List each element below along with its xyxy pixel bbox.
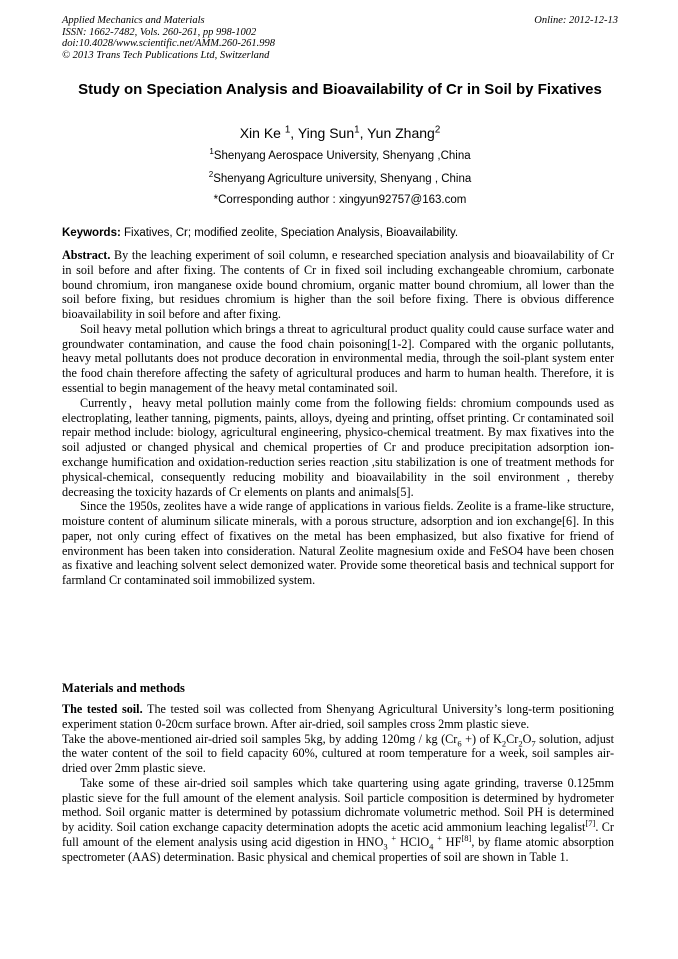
methods-paragraph-3: Take some of these air-dried soil samples which take quartering using agate grinding, traverse 0.125mm plastic sieve for the full amount of the element analysis. Soil particle composition is determined by hydrometer method. Soil organic matter is determined by potassium dichromate volumetric method. Soil PH is determined by acidity. Soil cation exchange capacity determination adopts the acetic acid ammonium leaching legalist[7]. Cr full amount of the element analysis using acid digestion in $HNO_3$ + HClO$_4$ + HF[8], by flame atomic absorption spectrometer (AAS) determination. Basic physical and chemical properties of soil are shown in Table 1.	[62, 775, 615, 864]
citation-7[interactable]: [7]	[585, 818, 596, 829]
doi-line[interactable]: doi:10.4028/www.scientific.net/AMM.260-261.998	[62, 38, 275, 50]
methods-paragraph-2: Take the above-mentioned air-dried soil samples 5kg, by adding 120mg / kg ($Cr_6$ +) of $K_2Cr_2O_7$ solution, adjust the water content of the soil to field capacity 60%, cultured at room temperature for a week, soil samples air-dried over 2mm plastic sieve.	[62, 731, 615, 776]
corresponding-author: *Corresponding author : xingyun92757@163.com	[213, 194, 467, 206]
intro-paragraph-2: Currently，heavy metal pollution mainly come from the following fields: chromium compounds used as electroplating, leather tanning, pigments, paints, alloys, dyeing and printing, offset printing. Cr contaminated soil repair method include: biology, agricultural engineering, physico-chemical treatment. By max fixatives into the soil adjusted or changed physical and chemical properties of Cr and produce precipitation adsorption ion-exchange humification and oxidation-reduction series reaction ,situ stabilization is one of treatment methods for physical-chemical, consequently reducing mobility and bioavailability in the soil environment , thereby decreasing the toxicity hazards of Cr elements on plants and animals[5].	[62, 395, 614, 499]
intro-paragraph-3: Since the 1950s, zeolites have a wide range of applications in various fields. Zeolite is a frame-like structure, moisture content of aluminum silicate minerals, with a porous structure, adsorption and ion exchange[6]. In this paper, not only curing effect of fixatives on the metal has been emphasized, but also fixative for friend of environment has been taken into consideration. Natural Zeolite magnesium oxide and FeSO4 have been chosen as fixative and leaching solvent select demonized water. Provide some theoretical basis and technical support for farmland Cr contaminated soil immobilized system.	[62, 499, 614, 588]
abstract-and-intro	[62, 248, 614, 588]
methods-body	[62, 702, 614, 865]
keywords	[62, 226, 618, 240]
affiliation-1: $^1$Shenyang Aerospace University, Shenyang ,China	[209, 147, 471, 162]
author-2: , Ying Sun	[290, 125, 355, 141]
abstract	[62, 248, 614, 322]
online-date: Online: 2012-12-13	[534, 15, 618, 26]
journal-name: Applied Mechanics and Materials	[62, 15, 205, 26]
intro-paragraph-1: Soil heavy metal pollution which brings a threat to agricultural product quality could cause surface water and groundwater contamination, and cause the food chain poisoning[1-2]. Compared with the organic pollutants, heavy metal pollutants does not produce decoration in environmental media, through the soil-plant system enter the food chain therefore affecting the safety of agricultural produces and harm to human health. Therefore, it is essential to begin management of the heavy metal contaminated soil.	[62, 321, 614, 396]
section-heading-methods: Materials and methods	[62, 681, 185, 695]
author-3: , Yun Zhang	[359, 125, 435, 141]
tested-soil-paragraph: The tested soil. The tested soil was collected from Shenyang Agricultural University’s long-term positioning experiment station 0-20cm surface brown. After air-dried, soil samples cross 2mm plastic sieve.	[62, 702, 614, 731]
tested-soil-label: The tested soil.	[62, 702, 143, 716]
citation-8[interactable]: [8]	[461, 832, 472, 843]
paper-title: Study on Speciation Analysis and Bioavailability of Cr in Soil by Fixatives	[78, 81, 602, 98]
affiliation-2: $^2$Shenyang Agriculture university, Shenyang , China	[208, 170, 472, 185]
author-1: Xin Ke	[239, 125, 285, 141]
page-header	[62, 15, 618, 61]
copyright-line: © 2013 Trans Tech Publications Ltd, Switzerland	[62, 49, 270, 61]
abstract-text: By the leaching experiment of soil column, e researched speciation analysis and bioavailability of Cr in soil before and after fixing. The contents of Cr in fixed soil including exchangeable chromium, carbonate bound chromium, iron manganese oxide bound chromium, organic matter bound chromium, all lower than the soil before fixing, but residues chromium is higher than the soil before fixing. There is obvious difference bioavailability in soil before and after fixing.	[62, 248, 614, 322]
abstract-label: Abstract.	[62, 248, 111, 262]
issn-line: ISSN: 1662-7482, Vols. 260-261, pp 998-1002	[62, 26, 257, 38]
author-list: Xin Ke $^1$, Ying Sun$^1$, Yun Zhang$^2$	[239, 124, 441, 141]
keywords-text: Fixatives, Cr; modified zeolite, Speciation Analysis, Bioavailability.	[120, 227, 459, 239]
keywords-label: Keywords:	[62, 227, 121, 239]
